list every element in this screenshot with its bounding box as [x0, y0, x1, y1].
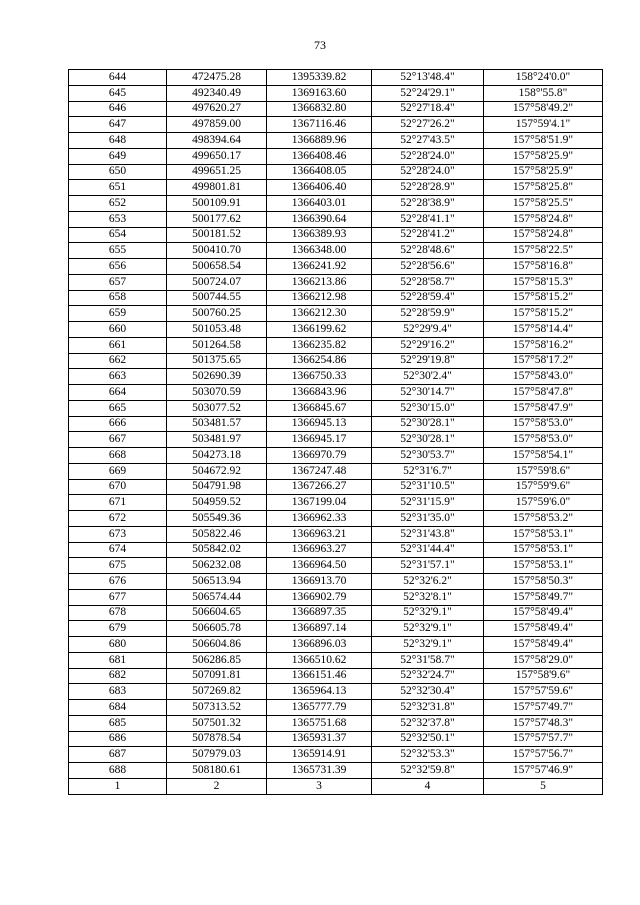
latitude-cell: 52°28'59.9": [372, 306, 484, 322]
y-coordinate-cell: 1366212.98: [267, 290, 372, 306]
longitude-cell: 157°58'25.9": [484, 148, 603, 164]
point-number-cell: 685: [69, 715, 167, 731]
y-coordinate-cell: 1366970.79: [267, 448, 372, 464]
y-coordinate-cell: 1366389.93: [267, 227, 372, 243]
point-number-cell: 671: [69, 495, 167, 511]
y-coordinate-cell: 1367266.27: [267, 479, 372, 495]
x-coordinate-cell: 504791.98: [167, 479, 267, 495]
y-coordinate-cell: 1366945.13: [267, 416, 372, 432]
table-row: [69, 133, 603, 149]
point-number-cell: 682: [69, 668, 167, 684]
y-coordinate-cell: 1365751.68: [267, 715, 372, 731]
longitude-cell: 157°58'43.0": [484, 369, 603, 385]
longitude-cell: 157°58'17.2": [484, 353, 603, 369]
point-number-cell: 649: [69, 148, 167, 164]
x-coordinate-cell: 500177.62: [167, 211, 267, 227]
table-row: [69, 164, 603, 180]
longitude-cell: 158°24'0.0": [484, 70, 603, 86]
y-coordinate-cell: 1366151.46: [267, 668, 372, 684]
y-coordinate-cell: 1366199.62: [267, 322, 372, 338]
x-coordinate-cell: 502690.39: [167, 369, 267, 385]
y-coordinate-cell: 1365777.79: [267, 700, 372, 716]
table-row: [69, 306, 603, 322]
column-number-cell: 1: [69, 778, 167, 794]
x-coordinate-cell: 500744.55: [167, 290, 267, 306]
latitude-cell: 52°30'14.7": [372, 385, 484, 401]
table-row: [69, 448, 603, 464]
table-row: [69, 337, 603, 353]
point-number-cell: 679: [69, 621, 167, 637]
y-coordinate-cell: 1366963.21: [267, 526, 372, 542]
table-row: [69, 196, 603, 212]
latitude-cell: 52°28'41.2": [372, 227, 484, 243]
column-number-cell: 2: [167, 778, 267, 794]
longitude-cell: 157°58'47.8": [484, 385, 603, 401]
column-number-cell: 5: [484, 778, 603, 794]
y-coordinate-cell: 1366897.14: [267, 621, 372, 637]
column-number-cell: 4: [372, 778, 484, 794]
latitude-cell: 52°32'31.8": [372, 700, 484, 716]
latitude-cell: 52°28'59.4": [372, 290, 484, 306]
y-coordinate-cell: 1366963.27: [267, 542, 372, 558]
latitude-cell: 52°32'9.1": [372, 605, 484, 621]
point-number-cell: 650: [69, 164, 167, 180]
x-coordinate-cell: 506605.78: [167, 621, 267, 637]
x-coordinate-cell: 500760.25: [167, 306, 267, 322]
table-row: [69, 117, 603, 133]
y-coordinate-cell: 1366889.96: [267, 133, 372, 149]
longitude-cell: 157°57'56.7": [484, 747, 603, 763]
longitude-cell: 157°58'49.4": [484, 637, 603, 653]
latitude-cell: 52°29'16.2": [372, 337, 484, 353]
latitude-cell: 52°28'24.0": [372, 148, 484, 164]
x-coordinate-cell: 503481.57: [167, 416, 267, 432]
latitude-cell: 52°30'53.7": [372, 448, 484, 464]
x-coordinate-cell: 504672.92: [167, 463, 267, 479]
x-coordinate-cell: 500724.07: [167, 274, 267, 290]
point-number-cell: 669: [69, 463, 167, 479]
x-coordinate-cell: 507979.03: [167, 747, 267, 763]
point-number-cell: 662: [69, 353, 167, 369]
table-row: [69, 621, 603, 637]
y-coordinate-cell: 1366348.00: [267, 243, 372, 259]
point-number-cell: 666: [69, 416, 167, 432]
longitude-cell: 157°59'9.6": [484, 479, 603, 495]
latitude-cell: 52°32'53.3": [372, 747, 484, 763]
longitude-cell: 157°58'16.8": [484, 259, 603, 275]
point-number-cell: 648: [69, 133, 167, 149]
latitude-cell: 52°32'9.1": [372, 621, 484, 637]
y-coordinate-cell: 1366913.70: [267, 574, 372, 590]
longitude-cell: 157°58'50.3": [484, 574, 603, 590]
point-number-cell: 657: [69, 274, 167, 290]
point-number-cell: 664: [69, 385, 167, 401]
x-coordinate-cell: 506604.86: [167, 637, 267, 653]
point-number-cell: 656: [69, 259, 167, 275]
longitude-cell: 157°58'49.7": [484, 589, 603, 605]
x-coordinate-cell: 507313.52: [167, 700, 267, 716]
longitude-cell: 157°58'51.9": [484, 133, 603, 149]
latitude-cell: 52°28'48.6": [372, 243, 484, 259]
latitude-cell: 52°32'59.8": [372, 763, 484, 779]
x-coordinate-cell: 501375.65: [167, 353, 267, 369]
latitude-cell: 52°31'35.0": [372, 511, 484, 527]
x-coordinate-cell: 504959.52: [167, 495, 267, 511]
table-row: [69, 243, 603, 259]
y-coordinate-cell: 1366235.82: [267, 337, 372, 353]
point-number-cell: 686: [69, 731, 167, 747]
y-coordinate-cell: 1366212.30: [267, 306, 372, 322]
table-row: [69, 416, 603, 432]
table-row: [69, 763, 603, 779]
point-number-cell: 683: [69, 684, 167, 700]
latitude-cell: 52°28'58.7": [372, 274, 484, 290]
latitude-cell: 52°30'15.0": [372, 400, 484, 416]
point-number-cell: 644: [69, 70, 167, 86]
point-number-cell: 687: [69, 747, 167, 763]
table-row: [69, 668, 603, 684]
table-row: [69, 211, 603, 227]
latitude-cell: 52°32'50.1": [372, 731, 484, 747]
longitude-cell: 157°58'29.0": [484, 652, 603, 668]
latitude-cell: 52°32'24.7": [372, 668, 484, 684]
longitude-cell: 157°57'48.3": [484, 715, 603, 731]
latitude-cell: 52°27'43.5": [372, 133, 484, 149]
table-row: [69, 558, 603, 574]
longitude-cell: 157°58'47.9": [484, 400, 603, 416]
x-coordinate-cell: 500109.91: [167, 196, 267, 212]
y-coordinate-cell: 1366510.62: [267, 652, 372, 668]
table-row: [69, 400, 603, 416]
latitude-cell: 52°29'9.4": [372, 322, 484, 338]
column-number-cell: 3: [267, 778, 372, 794]
x-coordinate-cell: 501264.58: [167, 337, 267, 353]
latitude-cell: 52°31'44.4": [372, 542, 484, 558]
table-row: [69, 637, 603, 653]
x-coordinate-cell: 499650.17: [167, 148, 267, 164]
longitude-cell: 157°59'6.0": [484, 495, 603, 511]
column-number-row: [69, 778, 603, 794]
longitude-cell: 157°58'15.2": [484, 290, 603, 306]
point-number-cell: 668: [69, 448, 167, 464]
x-coordinate-cell: 506574.44: [167, 589, 267, 605]
latitude-cell: 52°28'56.6": [372, 259, 484, 275]
latitude-cell: 52°24'29.1": [372, 85, 484, 101]
point-number-cell: 653: [69, 211, 167, 227]
point-number-cell: 663: [69, 369, 167, 385]
latitude-cell: 52°31'57.1": [372, 558, 484, 574]
table-row: [69, 148, 603, 164]
longitude-cell: 157°58'53.1": [484, 526, 603, 542]
y-coordinate-cell: 1366843.96: [267, 385, 372, 401]
latitude-cell: 52°31'58.7": [372, 652, 484, 668]
table-row: [69, 322, 603, 338]
point-number-cell: 678: [69, 605, 167, 621]
point-number-cell: 655: [69, 243, 167, 259]
table-row: [69, 101, 603, 117]
coordinates-table: [68, 69, 603, 795]
point-number-cell: 660: [69, 322, 167, 338]
point-number-cell: 672: [69, 511, 167, 527]
longitude-cell: 157°58'53.1": [484, 558, 603, 574]
table-row: [69, 432, 603, 448]
latitude-cell: 52°31'10.5": [372, 479, 484, 495]
x-coordinate-cell: 505822.46: [167, 526, 267, 542]
x-coordinate-cell: 499801.81: [167, 180, 267, 196]
longitude-cell: 157°58'24.8": [484, 227, 603, 243]
x-coordinate-cell: 500658.54: [167, 259, 267, 275]
table-row: [69, 747, 603, 763]
longitude-cell: 157°58'25.9": [484, 164, 603, 180]
table-row: [69, 589, 603, 605]
y-coordinate-cell: 1366241.92: [267, 259, 372, 275]
longitude-cell: 157°58'9.6": [484, 668, 603, 684]
latitude-cell: 52°30'28.1": [372, 416, 484, 432]
y-coordinate-cell: 1366403.01: [267, 196, 372, 212]
latitude-cell: 52°32'8.1": [372, 589, 484, 605]
point-number-cell: 680: [69, 637, 167, 653]
longitude-cell: 158°'55.8": [484, 85, 603, 101]
point-number-cell: 677: [69, 589, 167, 605]
y-coordinate-cell: 1366902.79: [267, 589, 372, 605]
x-coordinate-cell: 497859.00: [167, 117, 267, 133]
x-coordinate-cell: 500410.70: [167, 243, 267, 259]
y-coordinate-cell: 1365731.39: [267, 763, 372, 779]
y-coordinate-cell: 1366750.33: [267, 369, 372, 385]
y-coordinate-cell: 1365964.13: [267, 684, 372, 700]
x-coordinate-cell: 500181.52: [167, 227, 267, 243]
table-row: [69, 290, 603, 306]
x-coordinate-cell: 507269.82: [167, 684, 267, 700]
y-coordinate-cell: 1366213.86: [267, 274, 372, 290]
table-row: [69, 463, 603, 479]
table-row: [69, 495, 603, 511]
x-coordinate-cell: 506232.08: [167, 558, 267, 574]
y-coordinate-cell: 1366390.64: [267, 211, 372, 227]
latitude-cell: 52°27'26.2": [372, 117, 484, 133]
latitude-cell: 52°28'24.0": [372, 164, 484, 180]
longitude-cell: 157°58'15.3": [484, 274, 603, 290]
table-row: [69, 574, 603, 590]
point-number-cell: 674: [69, 542, 167, 558]
point-number-cell: 646: [69, 101, 167, 117]
longitude-cell: 157°58'24.8": [484, 211, 603, 227]
point-number-cell: 659: [69, 306, 167, 322]
latitude-cell: 52°32'37.8": [372, 715, 484, 731]
latitude-cell: 52°32'9.1": [372, 637, 484, 653]
longitude-cell: 157°58'49.2": [484, 101, 603, 117]
longitude-cell: 157°58'53.0": [484, 416, 603, 432]
longitude-cell: 157°58'14.4": [484, 322, 603, 338]
x-coordinate-cell: 508180.61: [167, 763, 267, 779]
longitude-cell: 157°58'53.1": [484, 542, 603, 558]
y-coordinate-cell: 1366845.67: [267, 400, 372, 416]
latitude-cell: 52°28'41.1": [372, 211, 484, 227]
longitude-cell: 157°58'49.4": [484, 605, 603, 621]
x-coordinate-cell: 507501.32: [167, 715, 267, 731]
longitude-cell: 157°59'8.6": [484, 463, 603, 479]
x-coordinate-cell: 503481.97: [167, 432, 267, 448]
y-coordinate-cell: 1366408.46: [267, 148, 372, 164]
longitude-cell: 157°57'49.7": [484, 700, 603, 716]
longitude-cell: 157°58'54.1": [484, 448, 603, 464]
point-number-cell: 665: [69, 400, 167, 416]
table-row: [69, 259, 603, 275]
latitude-cell: 52°31'6.7": [372, 463, 484, 479]
point-number-cell: 670: [69, 479, 167, 495]
y-coordinate-cell: 1366406.40: [267, 180, 372, 196]
longitude-cell: 157°58'22.5": [484, 243, 603, 259]
point-number-cell: 647: [69, 117, 167, 133]
longitude-cell: 157°59'4.1": [484, 117, 603, 133]
x-coordinate-cell: 498394.64: [167, 133, 267, 149]
x-coordinate-cell: 503070.59: [167, 385, 267, 401]
latitude-cell: 52°28'28.9": [372, 180, 484, 196]
longitude-cell: 157°58'15.2": [484, 306, 603, 322]
table-row: [69, 700, 603, 716]
table-row: [69, 542, 603, 558]
x-coordinate-cell: 492340.49: [167, 85, 267, 101]
table-row: [69, 70, 603, 86]
table-row: [69, 731, 603, 747]
y-coordinate-cell: 1367247.48: [267, 463, 372, 479]
longitude-cell: 157°58'53.2": [484, 511, 603, 527]
x-coordinate-cell: 506513.94: [167, 574, 267, 590]
x-coordinate-cell: 506286.85: [167, 652, 267, 668]
point-number-cell: 684: [69, 700, 167, 716]
table-row: [69, 715, 603, 731]
longitude-cell: 157°58'25.5": [484, 196, 603, 212]
point-number-cell: 658: [69, 290, 167, 306]
x-coordinate-cell: 501053.48: [167, 322, 267, 338]
table-row: [69, 369, 603, 385]
latitude-cell: 52°32'6.2": [372, 574, 484, 590]
point-number-cell: 645: [69, 85, 167, 101]
table-row: [69, 652, 603, 668]
y-coordinate-cell: 1366964.50: [267, 558, 372, 574]
coordinates-table-body: [69, 70, 603, 795]
point-number-cell: 673: [69, 526, 167, 542]
point-number-cell: 651: [69, 180, 167, 196]
table-row: [69, 605, 603, 621]
x-coordinate-cell: 507878.54: [167, 731, 267, 747]
table-row: [69, 511, 603, 527]
y-coordinate-cell: 1369163.60: [267, 85, 372, 101]
longitude-cell: 157°58'25.8": [484, 180, 603, 196]
x-coordinate-cell: 504273.18: [167, 448, 267, 464]
x-coordinate-cell: 503077.52: [167, 400, 267, 416]
point-number-cell: 667: [69, 432, 167, 448]
table-row: [69, 526, 603, 542]
y-coordinate-cell: 1367116.46: [267, 117, 372, 133]
point-number-cell: 654: [69, 227, 167, 243]
table-row: [69, 85, 603, 101]
x-coordinate-cell: 505549.36: [167, 511, 267, 527]
table-row: [69, 684, 603, 700]
y-coordinate-cell: 1367199.04: [267, 495, 372, 511]
y-coordinate-cell: 1365931.37: [267, 731, 372, 747]
x-coordinate-cell: 497620.27: [167, 101, 267, 117]
latitude-cell: 52°32'30.4": [372, 684, 484, 700]
latitude-cell: 52°30'28.1": [372, 432, 484, 448]
x-coordinate-cell: 472475.28: [167, 70, 267, 86]
y-coordinate-cell: 1366896.03: [267, 637, 372, 653]
point-number-cell: 681: [69, 652, 167, 668]
table-row: [69, 353, 603, 369]
page-number: 73: [314, 38, 326, 52]
x-coordinate-cell: 505842.02: [167, 542, 267, 558]
y-coordinate-cell: 1366408.05: [267, 164, 372, 180]
x-coordinate-cell: 506604.65: [167, 605, 267, 621]
table-row: [69, 180, 603, 196]
point-number-cell: 676: [69, 574, 167, 590]
table-row: [69, 385, 603, 401]
y-coordinate-cell: 1366832.80: [267, 101, 372, 117]
latitude-cell: 52°31'43.8": [372, 526, 484, 542]
longitude-cell: 157°58'49.4": [484, 621, 603, 637]
latitude-cell: 52°31'15.9": [372, 495, 484, 511]
latitude-cell: 52°13'48.4": [372, 70, 484, 86]
y-coordinate-cell: 1366897.35: [267, 605, 372, 621]
longitude-cell: 157°58'16.2": [484, 337, 603, 353]
x-coordinate-cell: 507091.81: [167, 668, 267, 684]
latitude-cell: 52°27'18.4": [372, 101, 484, 117]
point-number-cell: 652: [69, 196, 167, 212]
y-coordinate-cell: 1366945.17: [267, 432, 372, 448]
longitude-cell: 157°57'46.9": [484, 763, 603, 779]
point-number-cell: 675: [69, 558, 167, 574]
longitude-cell: 157°58'53.0": [484, 432, 603, 448]
longitude-cell: 157°57'59.6": [484, 684, 603, 700]
y-coordinate-cell: 1395339.82: [267, 70, 372, 86]
latitude-cell: 52°30'2.4": [372, 369, 484, 385]
y-coordinate-cell: 1366254.86: [267, 353, 372, 369]
table-row: [69, 227, 603, 243]
x-coordinate-cell: 499651.25: [167, 164, 267, 180]
table-row: [69, 274, 603, 290]
latitude-cell: 52°29'19.8": [372, 353, 484, 369]
point-number-cell: 661: [69, 337, 167, 353]
y-coordinate-cell: 1366962.33: [267, 511, 372, 527]
latitude-cell: 52°28'38.9": [372, 196, 484, 212]
y-coordinate-cell: 1365914.91: [267, 747, 372, 763]
longitude-cell: 157°57'57.7": [484, 731, 603, 747]
table-row: [69, 479, 603, 495]
point-number-cell: 688: [69, 763, 167, 779]
